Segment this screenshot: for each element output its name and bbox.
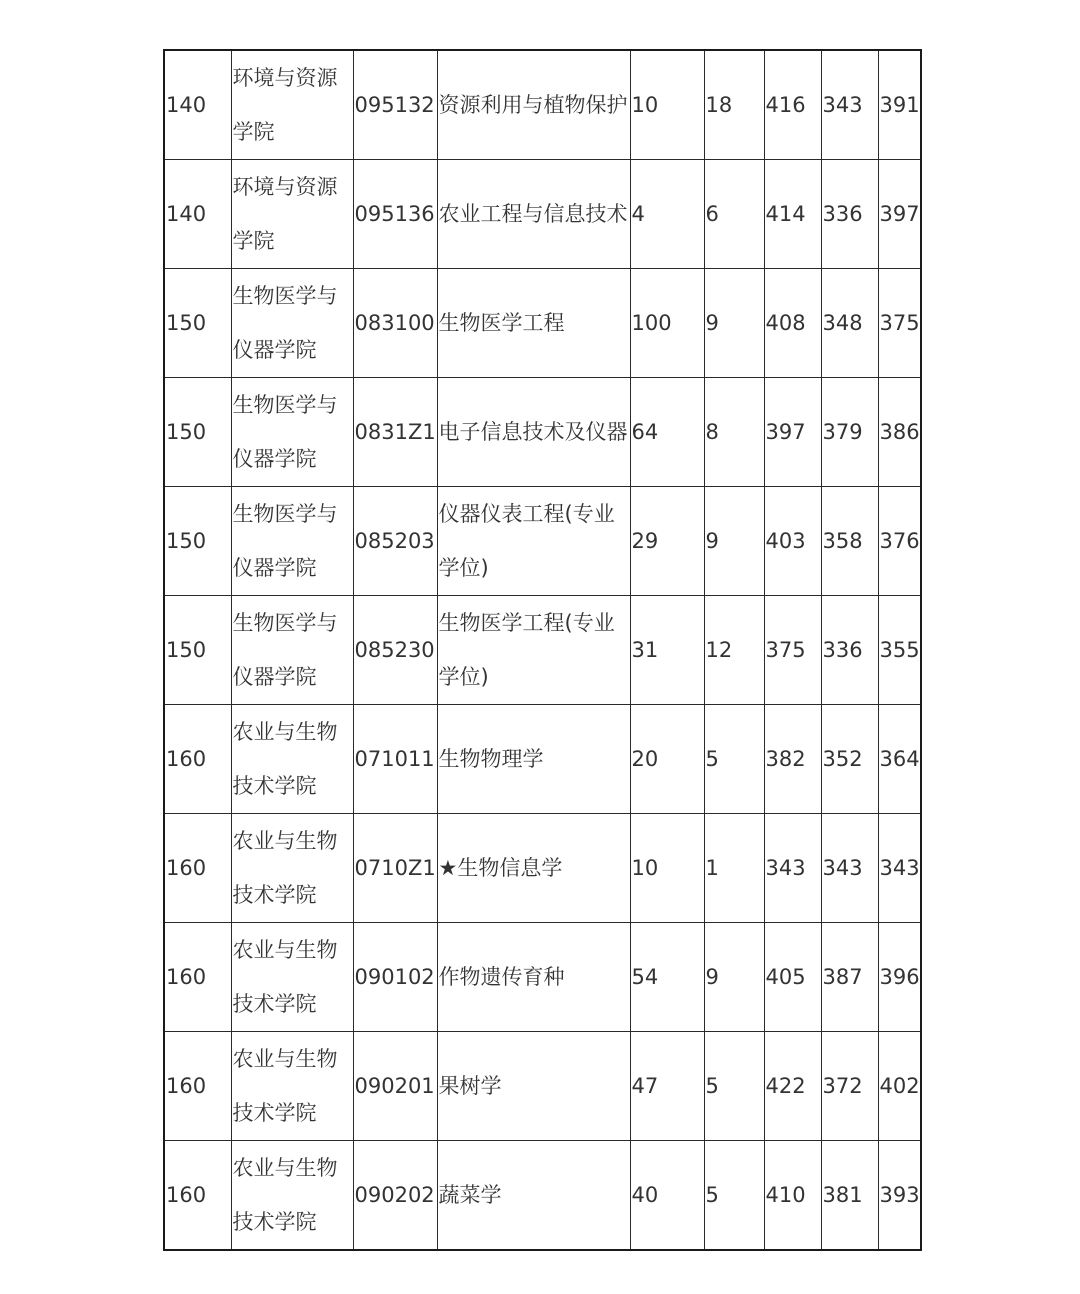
avg-score-cell: 355 [878, 596, 921, 705]
value-b-cell: 1 [704, 814, 764, 923]
college-code-cell: 160 [164, 1032, 231, 1141]
major-code-cell: 0710Z1 [353, 814, 437, 923]
table-row [164, 378, 921, 487]
value-a-cell: 54 [630, 923, 704, 1032]
major-code-cell: 090102 [353, 923, 437, 1032]
college-name-cell: 农业与生物技术学院 [231, 705, 353, 814]
min-score-cell: 379 [821, 378, 878, 487]
max-score-cell: 408 [764, 269, 821, 378]
major-name-cell: 仪器仪表工程(专业学位) [437, 487, 630, 596]
value-a-cell: 10 [630, 50, 704, 160]
major-code-cell: 085230 [353, 596, 437, 705]
min-score-cell: 336 [821, 596, 878, 705]
avg-score-cell: 343 [878, 814, 921, 923]
college-code-cell: 160 [164, 814, 231, 923]
table-row [164, 1032, 921, 1141]
value-b-cell: 6 [704, 160, 764, 269]
value-a-cell: 20 [630, 705, 704, 814]
table-row [164, 50, 921, 160]
max-score-cell: 414 [764, 160, 821, 269]
score-table [163, 49, 922, 1251]
value-b-cell: 5 [704, 1141, 764, 1251]
major-name-cell: ★生物信息学 [437, 814, 630, 923]
avg-score-cell: 376 [878, 487, 921, 596]
value-a-cell: 4 [630, 160, 704, 269]
major-code-cell: 0831Z1 [353, 378, 437, 487]
max-score-cell: 382 [764, 705, 821, 814]
avg-score-cell: 391 [878, 50, 921, 160]
value-b-cell: 5 [704, 705, 764, 814]
max-score-cell: 422 [764, 1032, 821, 1141]
college-name-cell: 生物医学与仪器学院 [231, 378, 353, 487]
college-code-cell: 150 [164, 378, 231, 487]
major-name-cell: 生物医学工程(专业学位) [437, 596, 630, 705]
major-name-cell: 生物医学工程 [437, 269, 630, 378]
college-name-cell: 生物医学与仪器学院 [231, 487, 353, 596]
college-code-cell: 160 [164, 1141, 231, 1251]
major-name-cell: 蔬菜学 [437, 1141, 630, 1251]
major-name-cell: 农业工程与信息技术 [437, 160, 630, 269]
college-code-cell: 160 [164, 923, 231, 1032]
max-score-cell: 405 [764, 923, 821, 1032]
major-name-cell: 作物遗传育种 [437, 923, 630, 1032]
avg-score-cell: 364 [878, 705, 921, 814]
value-a-cell: 47 [630, 1032, 704, 1141]
value-a-cell: 100 [630, 269, 704, 378]
table-row [164, 1141, 921, 1251]
value-a-cell: 64 [630, 378, 704, 487]
avg-score-cell: 375 [878, 269, 921, 378]
college-name-cell: 农业与生物技术学院 [231, 1141, 353, 1251]
avg-score-cell: 393 [878, 1141, 921, 1251]
college-code-cell: 150 [164, 269, 231, 378]
max-score-cell: 375 [764, 596, 821, 705]
college-name-cell: 农业与生物技术学院 [231, 923, 353, 1032]
college-code-cell: 140 [164, 160, 231, 269]
avg-score-cell: 386 [878, 378, 921, 487]
value-b-cell: 5 [704, 1032, 764, 1141]
table-body [164, 50, 921, 1250]
value-b-cell: 9 [704, 923, 764, 1032]
major-code-cell: 095136 [353, 160, 437, 269]
min-score-cell: 336 [821, 160, 878, 269]
major-name-cell: 电子信息技术及仪器 [437, 378, 630, 487]
major-code-cell: 085203 [353, 487, 437, 596]
table-row [164, 269, 921, 378]
avg-score-cell: 402 [878, 1032, 921, 1141]
major-code-cell: 095132 [353, 50, 437, 160]
table-row [164, 596, 921, 705]
min-score-cell: 352 [821, 705, 878, 814]
college-code-cell: 160 [164, 705, 231, 814]
major-code-cell: 083100 [353, 269, 437, 378]
avg-score-cell: 396 [878, 923, 921, 1032]
max-score-cell: 416 [764, 50, 821, 160]
college-name-cell: 农业与生物技术学院 [231, 1032, 353, 1141]
value-a-cell: 10 [630, 814, 704, 923]
table-row [164, 705, 921, 814]
min-score-cell: 348 [821, 269, 878, 378]
value-b-cell: 9 [704, 487, 764, 596]
min-score-cell: 358 [821, 487, 878, 596]
value-b-cell: 9 [704, 269, 764, 378]
major-name-cell: 生物物理学 [437, 705, 630, 814]
avg-score-cell: 397 [878, 160, 921, 269]
max-score-cell: 403 [764, 487, 821, 596]
college-code-cell: 150 [164, 596, 231, 705]
college-name-cell: 环境与资源学院 [231, 160, 353, 269]
value-b-cell: 8 [704, 378, 764, 487]
table-row [164, 923, 921, 1032]
max-score-cell: 397 [764, 378, 821, 487]
major-name-cell: 资源利用与植物保护 [437, 50, 630, 160]
max-score-cell: 343 [764, 814, 821, 923]
min-score-cell: 343 [821, 814, 878, 923]
major-code-cell: 071011 [353, 705, 437, 814]
min-score-cell: 381 [821, 1141, 878, 1251]
max-score-cell: 410 [764, 1141, 821, 1251]
min-score-cell: 343 [821, 50, 878, 160]
college-name-cell: 环境与资源学院 [231, 50, 353, 160]
college-name-cell: 生物医学与仪器学院 [231, 269, 353, 378]
table-row [164, 160, 921, 269]
major-name-cell: 果树学 [437, 1032, 630, 1141]
major-code-cell: 090202 [353, 1141, 437, 1251]
college-code-cell: 140 [164, 50, 231, 160]
value-a-cell: 40 [630, 1141, 704, 1251]
college-code-cell: 150 [164, 487, 231, 596]
college-name-cell: 农业与生物技术学院 [231, 814, 353, 923]
min-score-cell: 387 [821, 923, 878, 1032]
value-a-cell: 31 [630, 596, 704, 705]
value-b-cell: 18 [704, 50, 764, 160]
value-b-cell: 12 [704, 596, 764, 705]
value-a-cell: 29 [630, 487, 704, 596]
major-code-cell: 090201 [353, 1032, 437, 1141]
table-row [164, 814, 921, 923]
college-name-cell: 生物医学与仪器学院 [231, 596, 353, 705]
table-row [164, 487, 921, 596]
min-score-cell: 372 [821, 1032, 878, 1141]
